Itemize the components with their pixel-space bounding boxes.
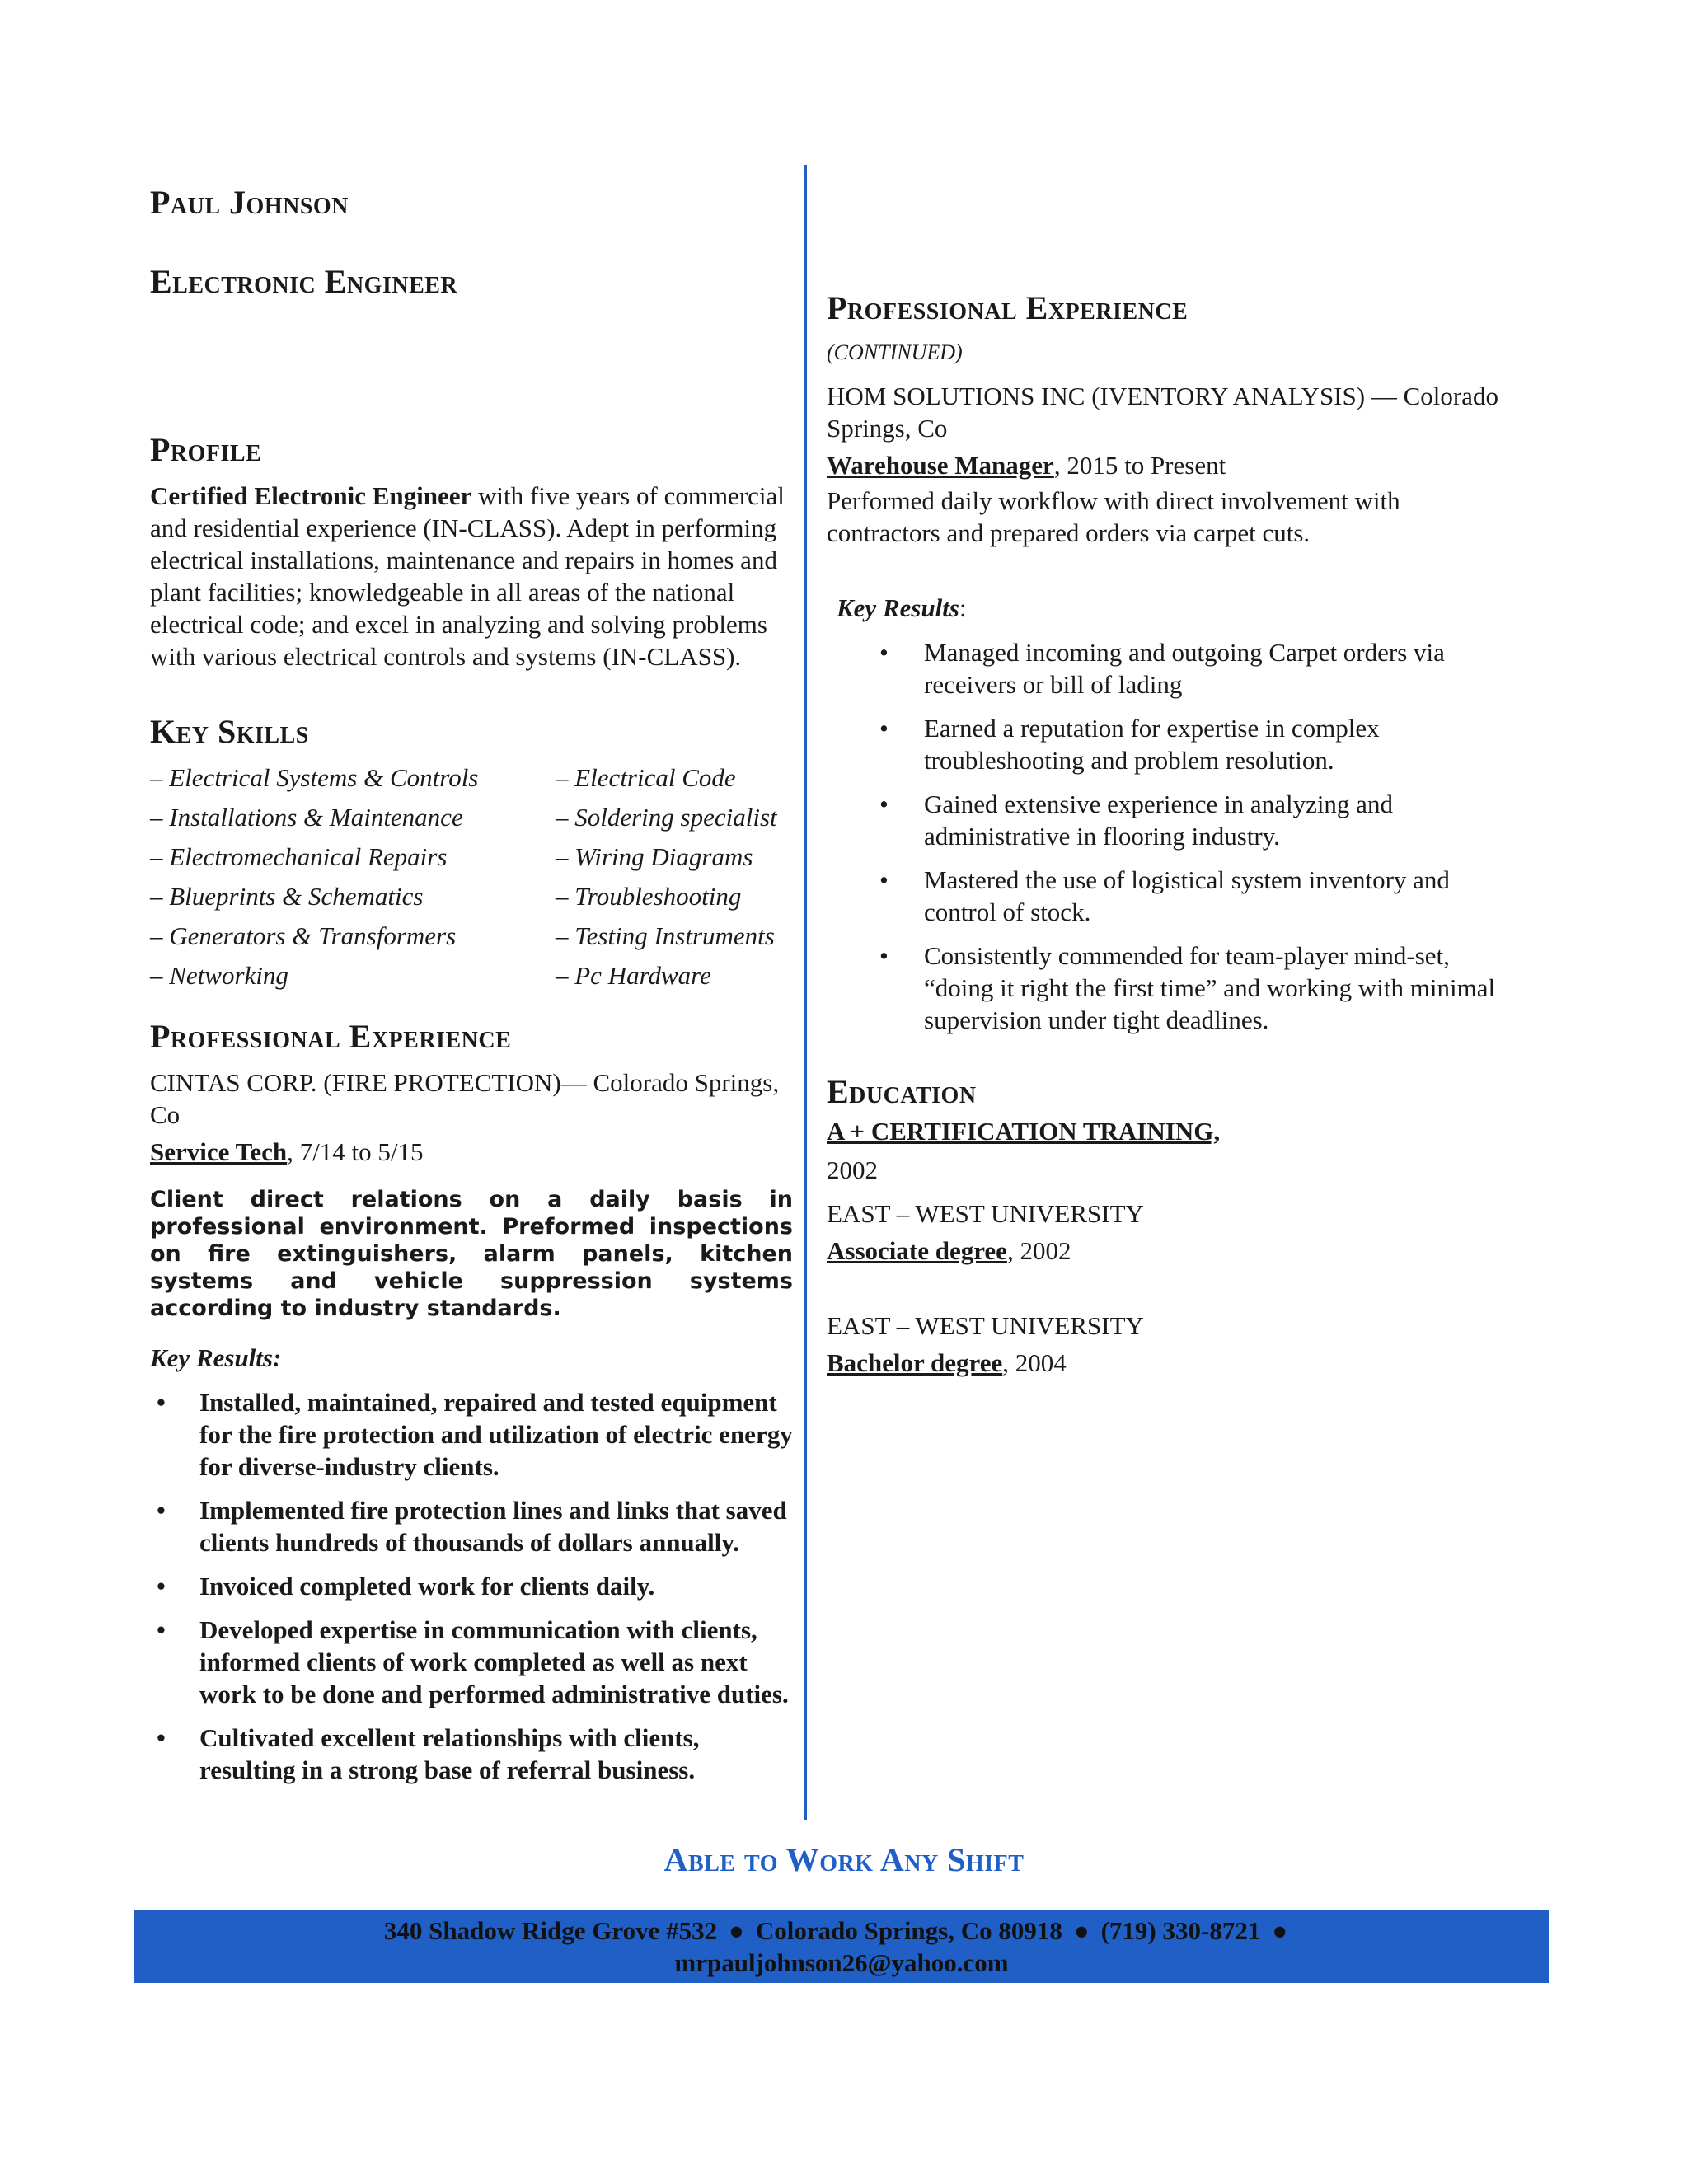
profile-body: with five years of commercial and residential experience (IN-CLASS). Adept in performing electrical installations, maintenance and repairs in homes and plant facilities; knowledgeable in all areas of the national electrical code; and excel in analyzing and solving problems with various electrical controls and systems (IN-CLASS).: [150, 481, 785, 671]
column-divider: [804, 165, 807, 1820]
list-item: [150, 1494, 793, 1558]
contact-city: Colorado Springs, Co 80918: [755, 1916, 1062, 1945]
job-company: HOM SOLUTIONS INC (IVENTORY ANALYSIS) — Colorado Springs, Co: [827, 382, 1498, 443]
bullet-icon: ●: [1272, 1916, 1288, 1945]
list-item: [827, 712, 1511, 776]
list-item: [827, 636, 1511, 701]
skill-item: – Electromechanical Repairs: [150, 842, 448, 871]
contact-phone: (719) 330-8721: [1100, 1916, 1261, 1945]
education-year: , 2004: [1002, 1348, 1067, 1377]
result-text: Gained extensive experience in analyzing and administrative in flooring industry.: [924, 790, 1393, 851]
skill-item: – Pc Hardware: [556, 961, 711, 990]
result-text: Consistently commended for team-player mind-set, “doing it right the first time” and working with minimal supervision under tight deadlines.: [924, 941, 1496, 1034]
bullet-icon: ●: [729, 1916, 744, 1945]
bullet-icon: ●: [1073, 1916, 1090, 1945]
contact-email[interactable]: mrpauljohnson26@yahoo.com: [674, 1948, 1009, 1977]
job-dates: , 2015 to Present: [1053, 451, 1226, 480]
list-item: [150, 1614, 793, 1710]
result-text: Implemented fire protection lines and links that saved clients hundreds of thousands of dollars annually.: [199, 1496, 787, 1557]
education-school: EAST – WEST UNIVERSITY: [827, 1199, 1144, 1228]
bullet-icon: •: [879, 941, 889, 970]
bullet-icon: •: [157, 1496, 166, 1525]
list-item: [150, 1386, 793, 1483]
experience-heading-continued: Professional Experience: [827, 289, 1189, 326]
list-item: [827, 788, 1511, 852]
skill-item: – Blueprints & Schematics: [150, 882, 424, 911]
job-role-line: [827, 449, 1511, 481]
profile-heading: Profile: [150, 431, 262, 468]
availability-tagline: Able to Work Any Shift: [663, 1841, 1025, 1878]
skills-heading: Key Skills: [150, 713, 309, 750]
results-list: [827, 636, 1511, 1036]
job-summary: Client direct relations on a daily basis in professional environment. Preformed inspections on fire extinguishers, alarm panels, kitchen systems and vehicle suppression systems according to industry standards.: [150, 1187, 793, 1321]
education-degree-line: [827, 1235, 1511, 1267]
skill-item: – Wiring Diagrams: [556, 842, 753, 871]
profile-text: [150, 480, 793, 673]
skills-grid: [150, 762, 793, 992]
job-dates: , 7/14 to 5/15: [287, 1137, 424, 1166]
job-role: Warehouse Manager: [827, 451, 1054, 480]
education-school: EAST – WEST UNIVERSITY: [827, 1311, 1144, 1340]
education-degree: A + CERTIFICATION TRAINING,: [827, 1117, 1221, 1146]
experience-heading: Professional Experience: [150, 1018, 512, 1055]
education-degree: Bachelor degree: [827, 1348, 1003, 1377]
result-text: Invoiced completed work for clients daily.: [199, 1572, 655, 1601]
skill-item: – Testing Instruments: [556, 921, 775, 950]
candidate-name: Paul Johnson: [150, 184, 349, 221]
skill-item: – Installations & Maintenance: [150, 803, 463, 832]
result-text: Mastered the use of logistical system inventory and control of stock.: [924, 865, 1450, 926]
result-text: Cultivated excellent relationships with clients, resulting in a strong base of referral business.: [199, 1723, 700, 1784]
skill-item: – Electrical Code: [556, 763, 736, 792]
job-company: CINTAS CORP. (FIRE PROTECTION)— Colorado Springs, Co: [150, 1068, 780, 1129]
job-summary: Performed daily workflow with direct involvement with contractors and prepared orders via carpet cuts.: [827, 486, 1400, 547]
job-role-line: [150, 1136, 793, 1168]
skill-item: – Networking: [150, 961, 288, 990]
bullet-icon: •: [879, 790, 889, 818]
list-item: [827, 864, 1511, 928]
key-results-colon: :: [959, 593, 967, 622]
skill-item: – Troubleshooting: [556, 882, 742, 911]
education-degree: Associate degree: [827, 1236, 1007, 1265]
bullet-icon: •: [157, 1572, 166, 1601]
skill-item: – Generators & Transformers: [150, 921, 457, 950]
key-results-label: [837, 592, 1511, 625]
bullet-icon: •: [157, 1388, 166, 1417]
list-item: [150, 1570, 793, 1602]
job-role: Service Tech: [150, 1137, 288, 1166]
contact-bar: [134, 1910, 1549, 1983]
key-results-label: Key Results:: [150, 1343, 282, 1372]
bullet-icon: •: [879, 714, 889, 743]
result-text: Developed expertise in communication with clients, informed clients of work completed as well as next work to be done and performed administrative duties.: [199, 1615, 789, 1708]
skill-item: – Soldering specialist: [556, 803, 777, 832]
bullet-icon: •: [157, 1723, 166, 1752]
key-results-text: Key Results: [837, 593, 959, 622]
education-degree-line: [827, 1347, 1511, 1379]
result-text: Earned a reputation for expertise in complex troubleshooting and problem resolution.: [924, 714, 1380, 775]
result-text: Managed incoming and outgoing Carpet orders via receivers or bill of lading: [924, 638, 1445, 699]
education-year: 2002: [827, 1155, 878, 1184]
education-year: , 2002: [1006, 1236, 1071, 1265]
profile-lead: Certified Electronic Engineer: [150, 481, 472, 510]
left-column: [150, 183, 793, 1797]
right-column: [827, 288, 1511, 1379]
result-text: Installed, maintained, repaired and tested equipment for the fire protection and utilization of electric energy for diverse-industry clients.: [199, 1388, 793, 1481]
skill-item: – Electrical Systems & Controls: [150, 763, 479, 792]
list-item: [150, 1722, 793, 1786]
results-list: [150, 1386, 793, 1786]
bullet-icon: •: [157, 1615, 166, 1644]
education-heading: Education: [827, 1073, 977, 1110]
contact-line: [134, 1915, 1549, 1947]
contact-address: 340 Shadow Ridge Grove #532: [383, 1916, 718, 1945]
candidate-title: Electronic Engineer: [150, 263, 458, 300]
list-item: [827, 940, 1511, 1036]
bullet-icon: •: [879, 865, 889, 894]
continued-label: (CONTINUED): [827, 340, 963, 364]
bullet-icon: •: [879, 638, 889, 667]
